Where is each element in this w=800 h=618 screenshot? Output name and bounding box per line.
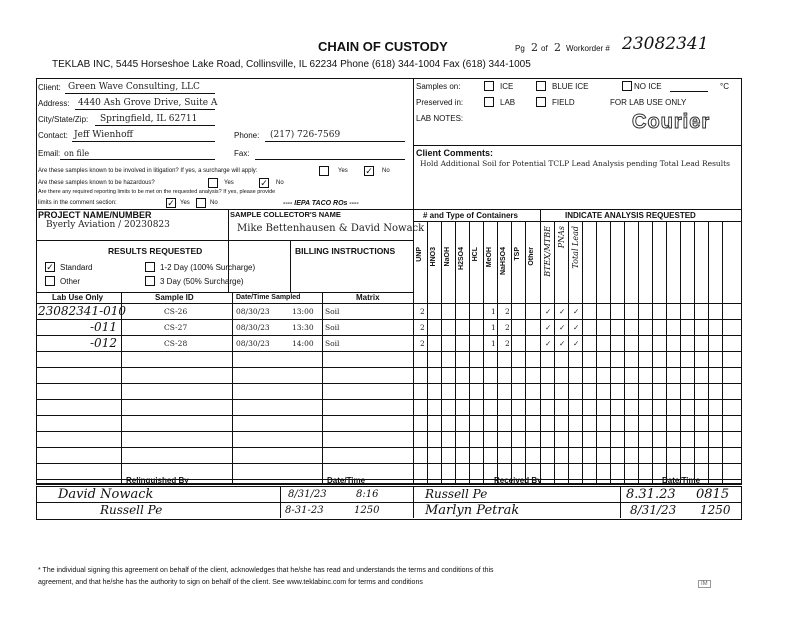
lab-use-only-label: FOR LAB USE ONLY: [610, 98, 687, 107]
phone-value: (217) 726-7569: [270, 130, 341, 140]
relinquished-time-1: 8:16: [356, 489, 379, 500]
blue-ice-label: BLUE ICE: [552, 82, 589, 91]
analysis-item-label: Total Lead: [571, 226, 580, 269]
datetime2-header: Date/Time: [662, 476, 701, 485]
reporting-no-checkbox[interactable]: [196, 198, 206, 208]
ice-label: ICE: [500, 82, 514, 91]
page-of: of: [541, 44, 548, 53]
container-type-label: UNP: [416, 247, 423, 262]
table-cell-time: 14:00: [292, 339, 314, 348]
divider: [413, 209, 414, 483]
fax-label: Fax:: [234, 149, 250, 158]
reporting-limits-question: Are there any required reporting limits to be met on the requested analysis? If yes, please provide: [38, 189, 276, 195]
divider: [652, 221, 653, 483]
table-cell-a3: ✓: [573, 323, 580, 332]
table-cell-nahso4: 2: [505, 323, 510, 332]
table-cell-unp: 2: [420, 307, 425, 316]
table-row-divider: [36, 383, 741, 384]
table-cell-matrix: Soil: [325, 323, 340, 332]
standard-label: Standard: [60, 263, 93, 272]
phone-label: Phone:: [234, 131, 260, 140]
reporting-limits-question-2: limits in the comment section:: [38, 200, 117, 206]
table-row-divider: [36, 319, 741, 320]
standard-checkbox[interactable]: [45, 262, 55, 272]
divider: [121, 292, 122, 483]
underline: [670, 91, 708, 92]
lab-use-only-header: Lab Use Only: [52, 293, 104, 302]
container-type-label: NaOH: [444, 247, 451, 267]
check-mark-icon: ✓: [167, 198, 175, 208]
sample-id-header: Sample ID: [155, 293, 194, 302]
preserved-field-label: FIELD: [552, 98, 575, 107]
table-cell-time: 13:30: [292, 323, 314, 332]
page-label: Pg: [515, 44, 525, 53]
received-time-2: 1250: [700, 503, 731, 517]
analysis-label: INDICATE ANALYSIS REQUESTED: [565, 211, 696, 220]
client-comments-label: Client Comments:: [416, 148, 494, 158]
relinquished-signature-2: Russell Pe: [100, 503, 163, 517]
divider: [413, 145, 741, 146]
check-mark-icon: ✓: [260, 178, 268, 188]
table-row-divider: [36, 463, 741, 464]
relinquished-header: Relinquished By: [126, 476, 189, 485]
table-cell-id: CS-28: [164, 339, 188, 348]
preserved-lab-label: LAB: [500, 98, 516, 107]
divider: [497, 221, 498, 483]
divider: [413, 486, 414, 518]
divider: [469, 221, 470, 483]
table-row-divider: [36, 415, 741, 416]
table-cell-lab: -012: [90, 336, 117, 350]
relinquished-date-1: 8/31/23: [288, 489, 327, 500]
divider: [511, 221, 512, 483]
table-cell-unp: 2: [420, 339, 425, 348]
city-label: City/State/Zip:: [38, 115, 89, 124]
analysis-item-label: BTEX/MTBE: [543, 226, 552, 277]
table-cell-id: CS-26: [164, 307, 188, 316]
ice-checkbox[interactable]: [484, 81, 494, 91]
hazardous-no-label: No: [276, 180, 284, 186]
received-time-1: 0815: [696, 487, 730, 502]
iepa-taco-label: ---- IEPA TACO ROs ----: [283, 200, 359, 207]
underline: [95, 125, 215, 126]
underline: [265, 141, 405, 142]
page-number: 2: [531, 41, 538, 54]
table-cell-matrix: Soil: [325, 339, 340, 348]
divider: [427, 221, 428, 483]
three-day-checkbox[interactable]: [145, 276, 155, 286]
blue-ice-checkbox[interactable]: [536, 81, 546, 91]
litigation-yes-label: Yes: [338, 168, 348, 174]
reporting-yes-label: Yes: [180, 200, 190, 206]
email-value: on file: [64, 149, 90, 158]
footer-line-1: * The individual signing this agreement on behalf of the client, acknowledges that he/she has read and understands the terms and conditions of this: [38, 567, 494, 574]
table-cell-a2: ✓: [559, 307, 566, 316]
form-code: IM: [698, 580, 711, 588]
table-cell-lab: -011: [90, 320, 117, 334]
table-cell-a1: ✓: [545, 307, 552, 316]
table-row-divider: [36, 367, 741, 368]
divider: [638, 221, 639, 483]
lab-address-line: TEKLAB INC, 5445 Horseshoe Lake Road, Collinsville, IL 62234 Phone (618) 344-1004 Fax (618) 344-1005: [52, 59, 531, 70]
divider: [413, 78, 414, 209]
workorder-number: 23082341: [622, 34, 709, 54]
received-signature-1: Russell Pe: [425, 487, 488, 501]
table-row-divider: [36, 399, 741, 400]
page-total: 2: [554, 41, 561, 54]
divider: [568, 221, 569, 483]
divider: [620, 486, 621, 518]
divider: [36, 303, 741, 304]
collector-value: Mike Bettenhausen & David Nowack: [237, 223, 425, 234]
divider: [624, 221, 625, 483]
other-label: Other: [60, 277, 81, 286]
divider: [36, 240, 413, 241]
one-two-day-label: 1-2 Day (100% Surcharge): [160, 263, 256, 272]
one-two-day-checkbox[interactable]: [145, 262, 155, 272]
table-row-divider: [36, 351, 741, 352]
collector-label: SAMPLE COLLECTOR'S NAME: [230, 210, 341, 219]
divider: [708, 221, 709, 483]
relinquished-signature-1: David Nowack: [58, 487, 154, 502]
litigation-no-checkbox[interactable]: [364, 166, 374, 176]
no-ice-checkbox[interactable]: [622, 81, 632, 91]
email-label: Email:: [38, 149, 61, 158]
form-outer-border: [36, 78, 742, 485]
relinquished-time-2: 1250: [354, 505, 380, 516]
divider: [540, 209, 541, 483]
relinquished-date-2: 8-31-23: [285, 505, 324, 516]
divider: [596, 221, 597, 483]
table-row-divider: [36, 335, 741, 336]
city-value: Springfield, IL 62711: [100, 114, 198, 124]
underline: [60, 159, 215, 160]
hazardous-question: Are these samples known to be hazardous?: [38, 180, 155, 186]
degrees-label: °C: [720, 82, 729, 91]
received-date-1: 8.31.23: [626, 487, 676, 502]
table-cell-meoh: 1: [491, 339, 496, 348]
table-cell-matrix: Soil: [325, 307, 340, 316]
hazardous-no-checkbox[interactable]: [259, 178, 269, 188]
underline: [72, 141, 215, 142]
datetime-header: Date/Time: [327, 476, 366, 485]
table-cell-a1: ✓: [545, 323, 552, 332]
table-cell-date: 08/30/23: [236, 323, 270, 332]
lab-notes-label: LAB NOTES:: [416, 114, 464, 123]
divider: [722, 221, 723, 483]
samples-on-label: Samples on:: [416, 82, 461, 91]
divider: [290, 240, 291, 292]
reporting-yes-checkbox[interactable]: [166, 198, 176, 208]
table-row-divider: [36, 447, 741, 448]
contact-label: Contact:: [38, 131, 68, 140]
table-cell-a3: ✓: [573, 339, 580, 348]
client-comments-value: Hold Additional Soil for Potential TCLP Lead Analysis pending Total Lead Results: [420, 159, 731, 168]
divider: [610, 221, 611, 483]
container-type-label: HCL: [472, 247, 479, 262]
matrix-header: Matrix: [356, 293, 380, 302]
divider: [441, 221, 442, 483]
no-ice-label: NO ICE: [634, 82, 662, 91]
containers-label: # and Type of Containers: [423, 211, 518, 220]
billing-instructions-label: BILLING INSTRUCTIONS: [295, 246, 396, 256]
results-requested-label: RESULTS REQUESTED: [108, 246, 203, 256]
reporting-no-label: No: [210, 200, 218, 206]
analysis-item-label: PNAs: [557, 226, 566, 249]
container-type-label: HNO3: [430, 247, 437, 267]
footer-line-2: agreement, and that he/she has the authority to sign on behalf of the client. See www.teklabinc.com for terms and conditions: [38, 579, 423, 586]
table-cell-unp: 2: [420, 323, 425, 332]
client-value: Green Wave Consulting, LLC: [68, 82, 200, 92]
divider: [413, 221, 741, 222]
table-cell-a2: ✓: [559, 323, 566, 332]
table-cell-id: CS-27: [164, 323, 188, 332]
litigation-no-label: No: [382, 168, 390, 174]
address-value: 4440 Ash Grove Drive, Suite A: [78, 98, 218, 108]
preserved-label: Preserved in:: [416, 98, 464, 107]
divider: [582, 221, 583, 483]
underline: [255, 159, 405, 160]
table-cell-date: 08/30/23: [236, 339, 270, 348]
divider: [483, 221, 484, 483]
table-cell-meoh: 1: [491, 307, 496, 316]
three-day-label: 3 Day (50% Surcharge): [160, 277, 244, 286]
container-type-label: TSP: [514, 247, 521, 261]
divider: [232, 292, 233, 483]
divider: [680, 221, 681, 483]
project-label: PROJECT NAME/NUMBER: [38, 210, 152, 220]
table-cell-nahso4: 2: [505, 339, 510, 348]
table-cell-a1: ✓: [545, 339, 552, 348]
workorder-label: Workorder #: [566, 44, 610, 53]
address-label: Address:: [38, 99, 70, 108]
received-header: Received By: [494, 476, 542, 485]
underline: [75, 109, 215, 110]
project-value: Byerly Aviation / 20230823: [46, 220, 170, 230]
container-type-label: NaHSO4: [500, 247, 507, 276]
container-type-label: H2SO4: [458, 247, 465, 270]
received-signature-2: Marlyn Petrak: [425, 503, 520, 518]
preserved-field-checkbox[interactable]: [536, 97, 546, 107]
preserved-lab-checkbox[interactable]: [484, 97, 494, 107]
contact-value: Jeff Wienhoff: [74, 130, 133, 140]
received-date-2: 8/31/23: [630, 503, 677, 517]
litigation-yes-checkbox[interactable]: [319, 166, 329, 176]
check-mark-icon: ✓: [46, 262, 54, 272]
table-cell-nahso4: 2: [505, 307, 510, 316]
document-title: CHAIN OF CUSTODY: [318, 39, 448, 54]
table-cell-time: 13:00: [292, 307, 314, 316]
divider: [280, 486, 281, 518]
hazardous-yes-label: Yes: [224, 180, 234, 186]
litigation-question: Are these samples known to be involved in litigation? If yes, a surcharge will apply:: [38, 168, 258, 174]
divider: [525, 221, 526, 483]
table-cell-a2: ✓: [559, 339, 566, 348]
table-cell-a3: ✓: [573, 307, 580, 316]
courier-stamp: Courier: [632, 111, 711, 133]
divider: [694, 221, 695, 483]
container-type-label: Other: [528, 247, 535, 266]
table-cell-meoh: 1: [491, 323, 496, 332]
other-checkbox[interactable]: [45, 276, 55, 286]
table-row-divider: [36, 431, 741, 432]
divider: [666, 221, 667, 483]
underline: [65, 93, 215, 94]
divider: [455, 221, 456, 483]
date-time-header: Date/Time Sampled: [236, 294, 301, 301]
table-cell-lab: 23082341-010: [38, 304, 127, 318]
check-mark-icon: ✓: [365, 166, 373, 176]
hazardous-yes-checkbox[interactable]: [208, 178, 218, 188]
divider: [554, 221, 555, 483]
divider: [322, 292, 323, 483]
container-type-label: MeOH: [486, 247, 493, 268]
client-label: Client:: [38, 83, 61, 92]
table-cell-date: 08/30/23: [236, 307, 270, 316]
